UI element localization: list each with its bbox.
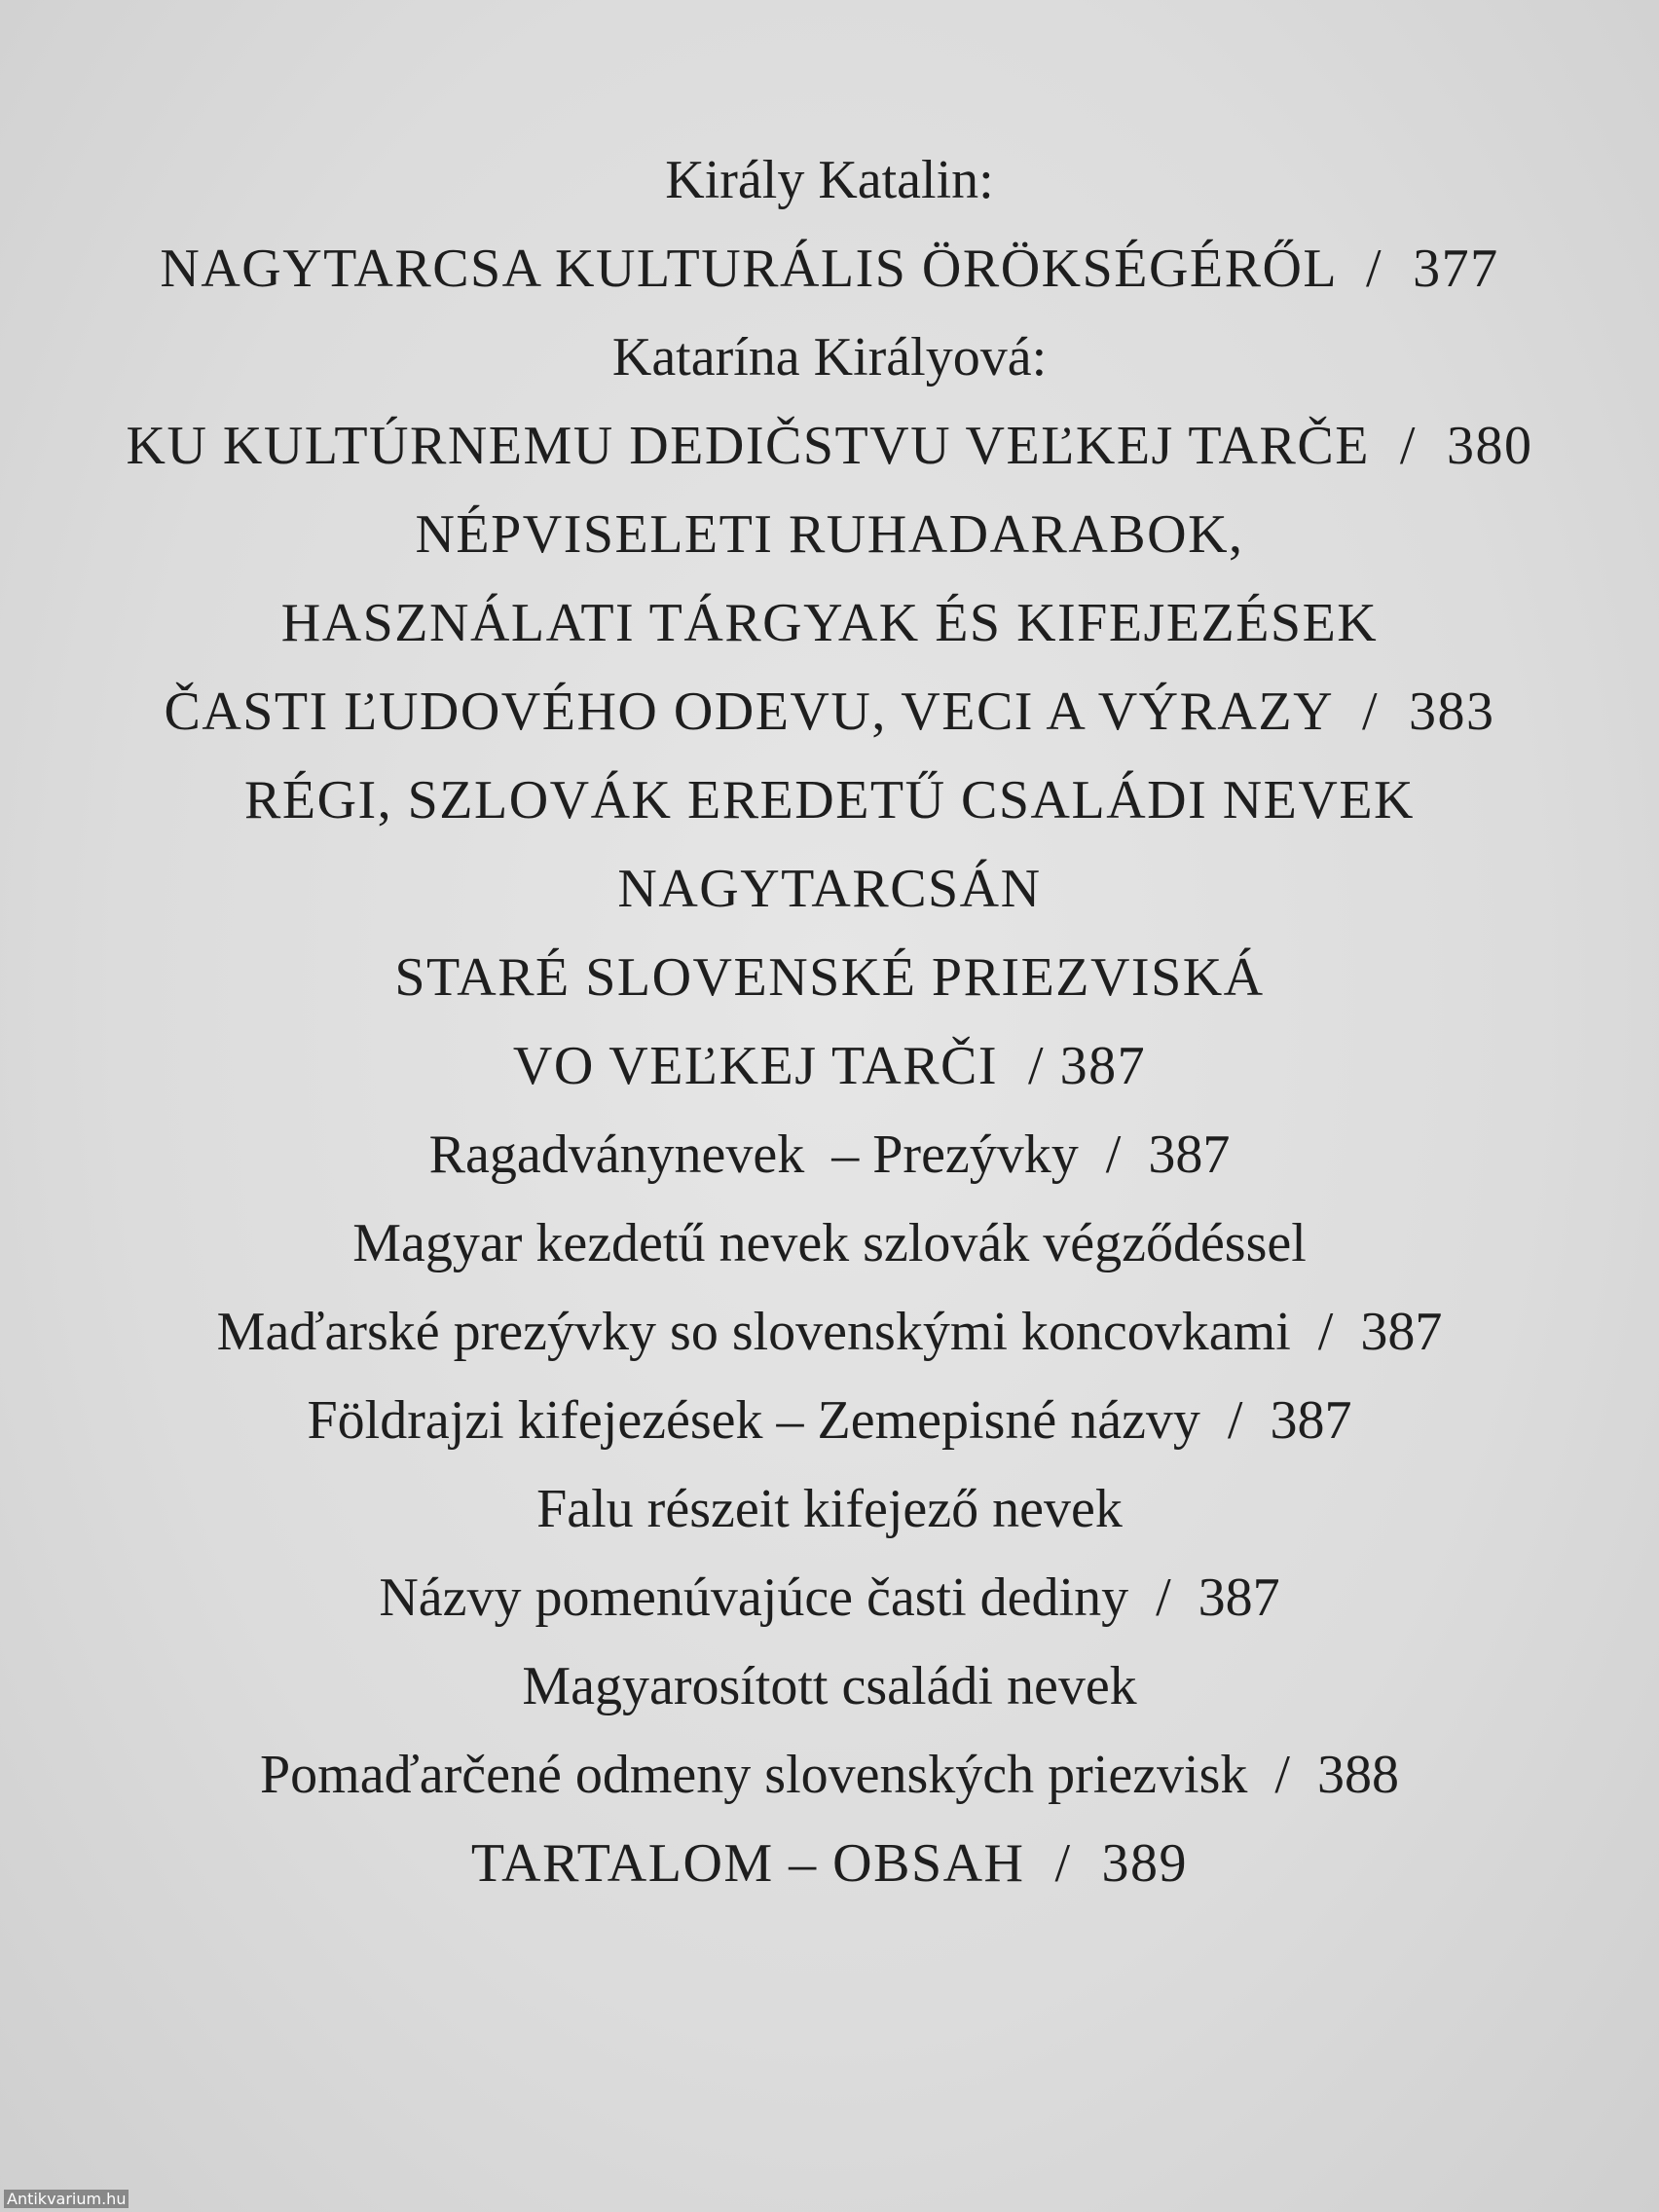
- watermark: Antikvarium.hu: [4, 2190, 129, 2208]
- toc-line: NÉPVISELETI RUHADARABOK,: [415, 504, 1244, 565]
- toc-line: Földrajzi kifejezések – Zemepisné názvy / 387: [307, 1390, 1352, 1451]
- toc-line: HASZNÁLATI TÁRGYAK ÉS KIFEJEZÉSEK: [280, 593, 1379, 653]
- toc-line: KU KULTÚRNEMU DEDIČSTVU VEĽKEJ TARČE / 380: [126, 416, 1533, 476]
- toc-line: Ragadványnevek – Prezývky / 387: [428, 1124, 1231, 1185]
- toc-line: Katarína Királyová:: [611, 327, 1048, 387]
- toc-line: VO VEĽKEJ TARČI / 387: [512, 1036, 1147, 1096]
- toc-line: TARTALOM – OBSAH / 389: [470, 1833, 1189, 1894]
- toc-line: Magyar kezdetű nevek szlovák végződéssel: [352, 1213, 1307, 1273]
- toc-line: Maďarské prezývky so slovenskými koncovkami / 387: [216, 1302, 1443, 1362]
- toc-line: RÉGI, SZLOVÁK EREDETŰ CSALÁDI NEVEK: [244, 770, 1415, 830]
- toc-line: NAGYTARCSA KULTURÁLIS ÖRÖKSÉGÉRŐL / 377: [160, 239, 1499, 299]
- table-of-contents: [58, 136, 1601, 1908]
- toc-line: Falu részeit kifejező nevek: [536, 1479, 1123, 1539]
- toc-line: Pomaďarčené odmeny slovenských priezvisk / 388: [260, 1745, 1399, 1805]
- toc-line: Király Katalin:: [665, 150, 994, 210]
- toc-line: Magyarosított családi nevek: [522, 1656, 1137, 1716]
- toc-line: Názvy pomenúvajúce časti dediny / 387: [379, 1567, 1280, 1628]
- toc-line: NAGYTARCSÁN: [617, 859, 1042, 919]
- toc-line: STARÉ SLOVENSKÉ PRIEZVISKÁ: [394, 947, 1265, 1008]
- toc-line: ČASTI ĽUDOVÉHO ODEVU, VECI A VÝRAZY / 383: [164, 682, 1495, 742]
